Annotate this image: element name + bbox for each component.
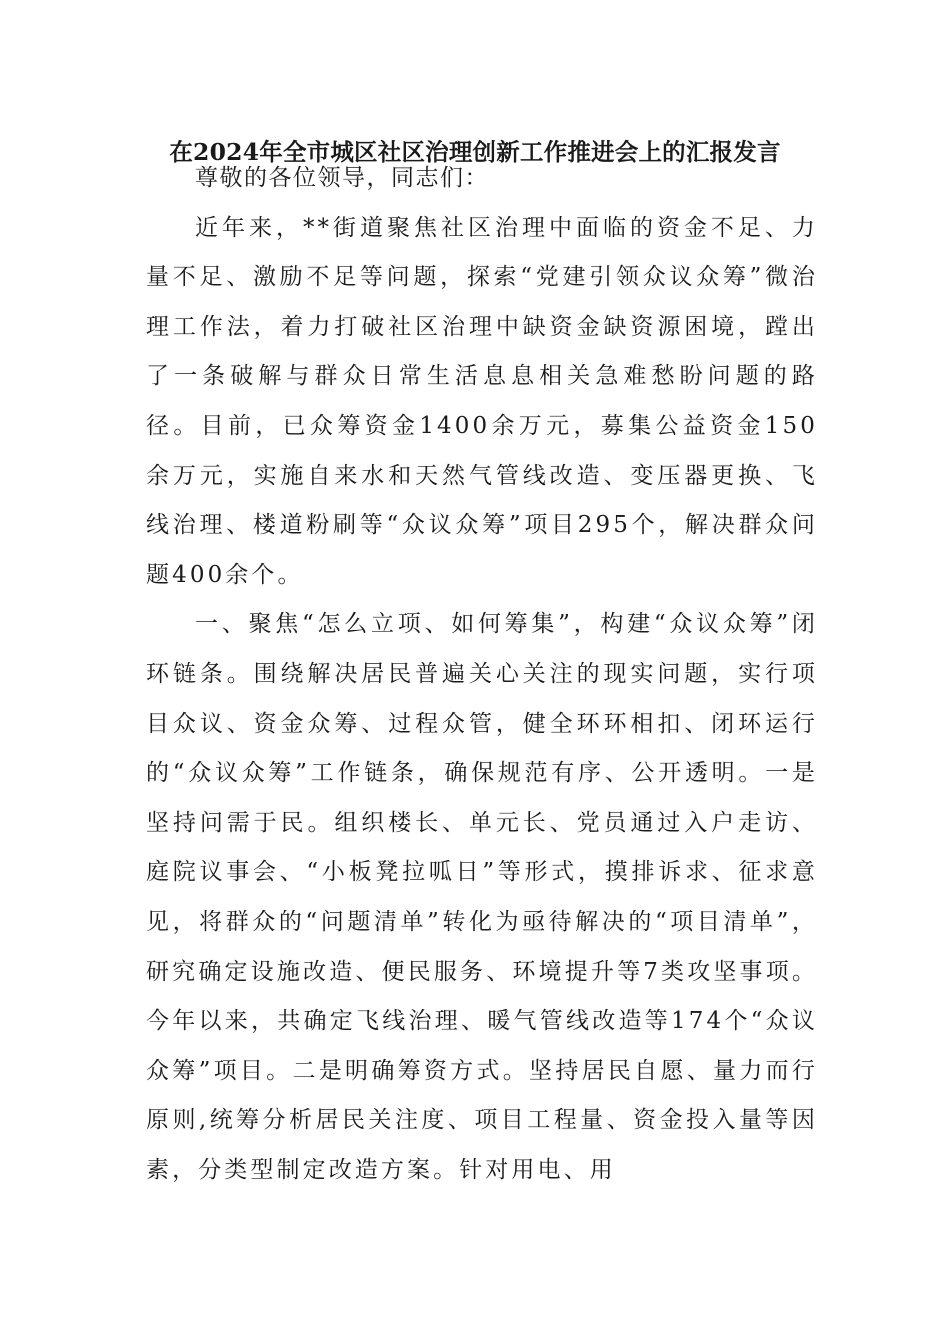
section-one-paragraph: 一、聚焦“怎么立项、如何筹集”，构建“众议众筹”闭环链条。围绕解决居民普遍关心关注的现实问题，实行项目众议、资金众筹、过程众管，健全环环相扣、闭环运行的“众议众筹”工作链条，确保规范有序、公开透明。一是坚持问需于民。组织楼长、单元长、党员通过入户走访、庭院议事会、“小板凳拉呱日”等形式，摸排诉求、征求意见，将群众的“问题清单”转化为亟待解决的“项目清单”，研究确定设施改造、便民服务、环境提升等7类攻坚事项。今年以来，共确定飞线治理、暖气管线改造等174个“众议众筹”项目。二是明确筹资方式。坚持居民自愿、量力而行原则,统筹分析居民关注度、项目工程量、资金投入量等因素，分类型制定改造方案。针对用电、用 xyxy=(146,611,818,1183)
document-body xyxy=(146,154,818,1195)
document-title: 在2024年全市城区社区治理创新工作推进会上的汇报发言 xyxy=(169,138,781,166)
intro-paragraph: 近年来，**街道聚焦社区治理中面临的资金不足、力量不足、激励不足等问题，探索“党建引领众议众筹”微治理工作法，着力打破社区治理中缺资金缺资源困境，蹚出了一条破解与群众日常生活息息相关急难愁盼问题的路径。目前，已众筹资金1400余万元，募集公益资金150余万元，实施自来水和天然气管线改造、变压器更换、飞线治理、楼道粉刷等“众议众筹”项目295个，解决群众问题400余个。 xyxy=(146,214,818,588)
greeting-paragraph: 尊敬的各位领导，同志们： xyxy=(195,165,489,191)
